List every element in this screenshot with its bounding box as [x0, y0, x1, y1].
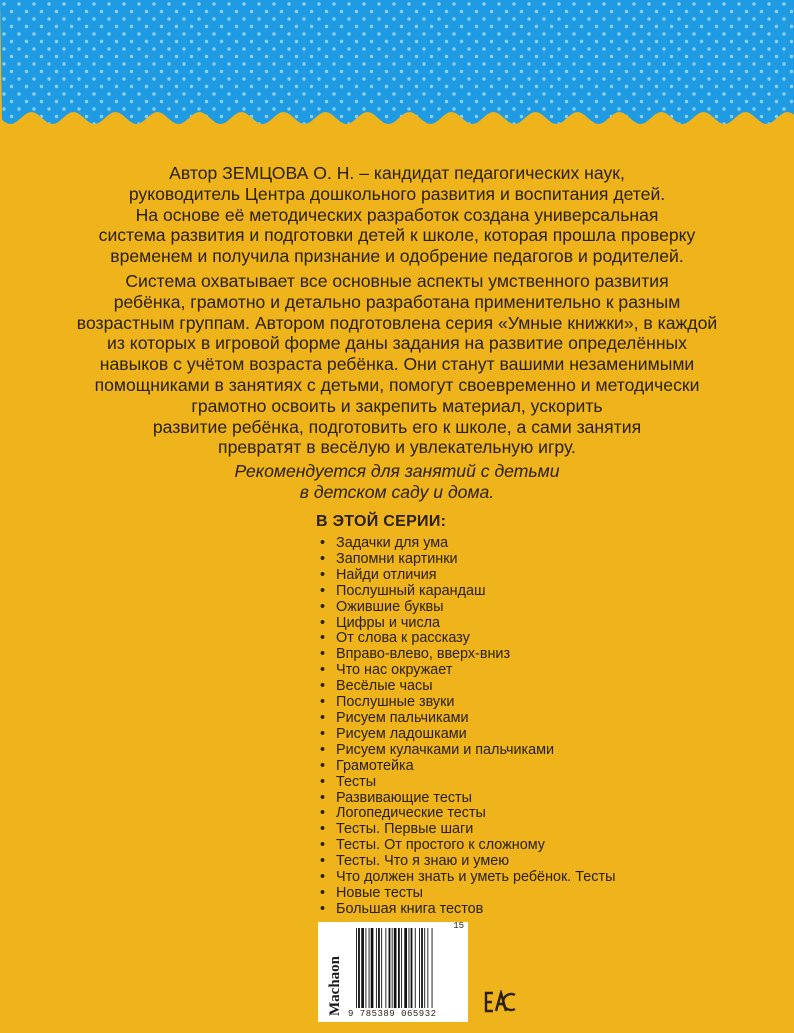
barcode-bar: [404, 928, 407, 1008]
barcode-bar: [365, 928, 366, 1008]
system-line: ребёнка, грамотно и детально разработана применительно к разным: [113, 291, 681, 312]
recommendation-line: Рекомендуется для занятий с детьми: [234, 461, 560, 481]
barcode-bar: [409, 928, 410, 1008]
barcode-bar: [389, 928, 391, 1008]
series-item: • Новые тесты: [318, 886, 615, 902]
recommendation-note: [40, 461, 754, 503]
series-item: • Тесты. Первые шаги: [318, 822, 615, 838]
series-item: • Найди отличия: [318, 568, 615, 584]
barcode-bar: [378, 928, 380, 1008]
series-item: • Ожившие буквы: [318, 600, 615, 616]
barcode-bars: [354, 928, 464, 1008]
author-line: На основе её методических разработок создана универсальная: [135, 204, 659, 225]
author-paragraph: [40, 163, 754, 267]
barcode-bar: [371, 928, 374, 1008]
series-list: [318, 536, 615, 918]
series-item: • Большая книга тестов: [318, 902, 615, 918]
system-line: грамотно освоить и закрепить материал, ускорить: [191, 395, 603, 416]
series-item: • Запомни картинки: [318, 552, 615, 568]
publisher-logo: [318, 922, 348, 1022]
series-item: • Рисуем ладошками: [318, 727, 615, 743]
barcode-label: [318, 922, 468, 1022]
system-paragraph: [40, 271, 754, 458]
system-line: из которых в игровой форме даны задания на развитие определённых: [107, 333, 687, 354]
series-item: • Задачки для ума: [318, 536, 615, 552]
barcode-bar: [415, 928, 416, 1008]
barcode-bar: [369, 928, 370, 1008]
series-item: • Тесты. От простого к сложному: [318, 838, 615, 854]
eac-mark-icon: [484, 990, 516, 1014]
series-heading: В ЭТОЙ СЕРИИ:: [316, 513, 447, 530]
barcode-bar: [376, 928, 377, 1008]
system-line: Система охватывает все основные аспекты умственного развития: [125, 271, 669, 291]
barcode-bar: [381, 928, 382, 1008]
barcode-bar: [394, 928, 397, 1008]
barcode-bar: [356, 928, 357, 1008]
barcode-top-code: 15: [453, 921, 464, 931]
barcode-bar: [424, 928, 425, 1008]
series-item: • Что нас окружает: [318, 663, 615, 679]
barcode-bar: [385, 928, 386, 1008]
series-item: • Тесты: [318, 775, 615, 791]
barcode-bar: [398, 928, 400, 1008]
series-item: • Логопедические тесты: [318, 806, 615, 822]
top-decorative-band: [0, 0, 794, 150]
recommendation-line: в детском саду и дома.: [299, 481, 495, 502]
series-item: • Вправо-влево, вверх-вниз: [318, 647, 615, 663]
barcode-bar: [411, 928, 413, 1008]
system-line: развитие ребёнка, подготовить его к школе, а сами занятия: [152, 416, 642, 437]
series-item: • Послушные звуки: [318, 695, 615, 711]
author-line: временем и получила признание и одобрение педагогов и родителей.: [110, 246, 684, 267]
barcode-bar: [358, 928, 360, 1008]
author-line: система развития и подготовки детей к школе, которая прошла проверку: [98, 225, 696, 246]
barcode-bar: [427, 928, 428, 1008]
series-item: • Развивающие тесты: [318, 791, 615, 807]
system-line: навыков с учётом возраста ребёнка. Они станут вашими незаменимыми: [99, 354, 695, 375]
barcode-bar: [432, 928, 433, 1008]
series-item: • Весёлые часы: [318, 679, 615, 695]
series-item: • Тесты. Что я знаю и умею: [318, 854, 615, 870]
barcode-bar: [401, 928, 402, 1008]
author-line: руководитель Центра дошкольного развития и воспитания детей.: [128, 183, 666, 204]
barcode-number: 9 785389 065932: [348, 1009, 437, 1019]
barcode-bar: [419, 928, 420, 1008]
author-line: Автор ЗЕМЦОВА О. Н. – кандидат педагогических наук,: [169, 163, 625, 183]
svg-text:Machaon: Machaon: [327, 956, 343, 1016]
barcode-bar: [392, 928, 393, 1008]
series-item: • От слова к рассказу: [318, 631, 615, 647]
series-item: • Цифры и числа: [318, 616, 615, 632]
system-line: помощниками в занятиях с детьми, помогут своевременно и методически: [94, 374, 700, 395]
series-item: • Рисуем пальчиками: [318, 711, 615, 727]
barcode-bar: [361, 928, 364, 1008]
series-item: • Что должен знать и уметь ребёнок. Тесты: [318, 870, 615, 886]
series-item: • Рисуем кулачками и пальчиками: [318, 743, 615, 759]
system-line: превратят в весёлую и увлекательную игру.: [218, 437, 576, 458]
barcode-bar: [421, 928, 423, 1008]
series-item: • Грамотейка: [318, 759, 615, 775]
series-item: • Послушный карандаш: [318, 584, 615, 600]
system-line: возрастным группам. Автором подготовлена серия «Умные книжки», в каждой: [76, 312, 718, 333]
